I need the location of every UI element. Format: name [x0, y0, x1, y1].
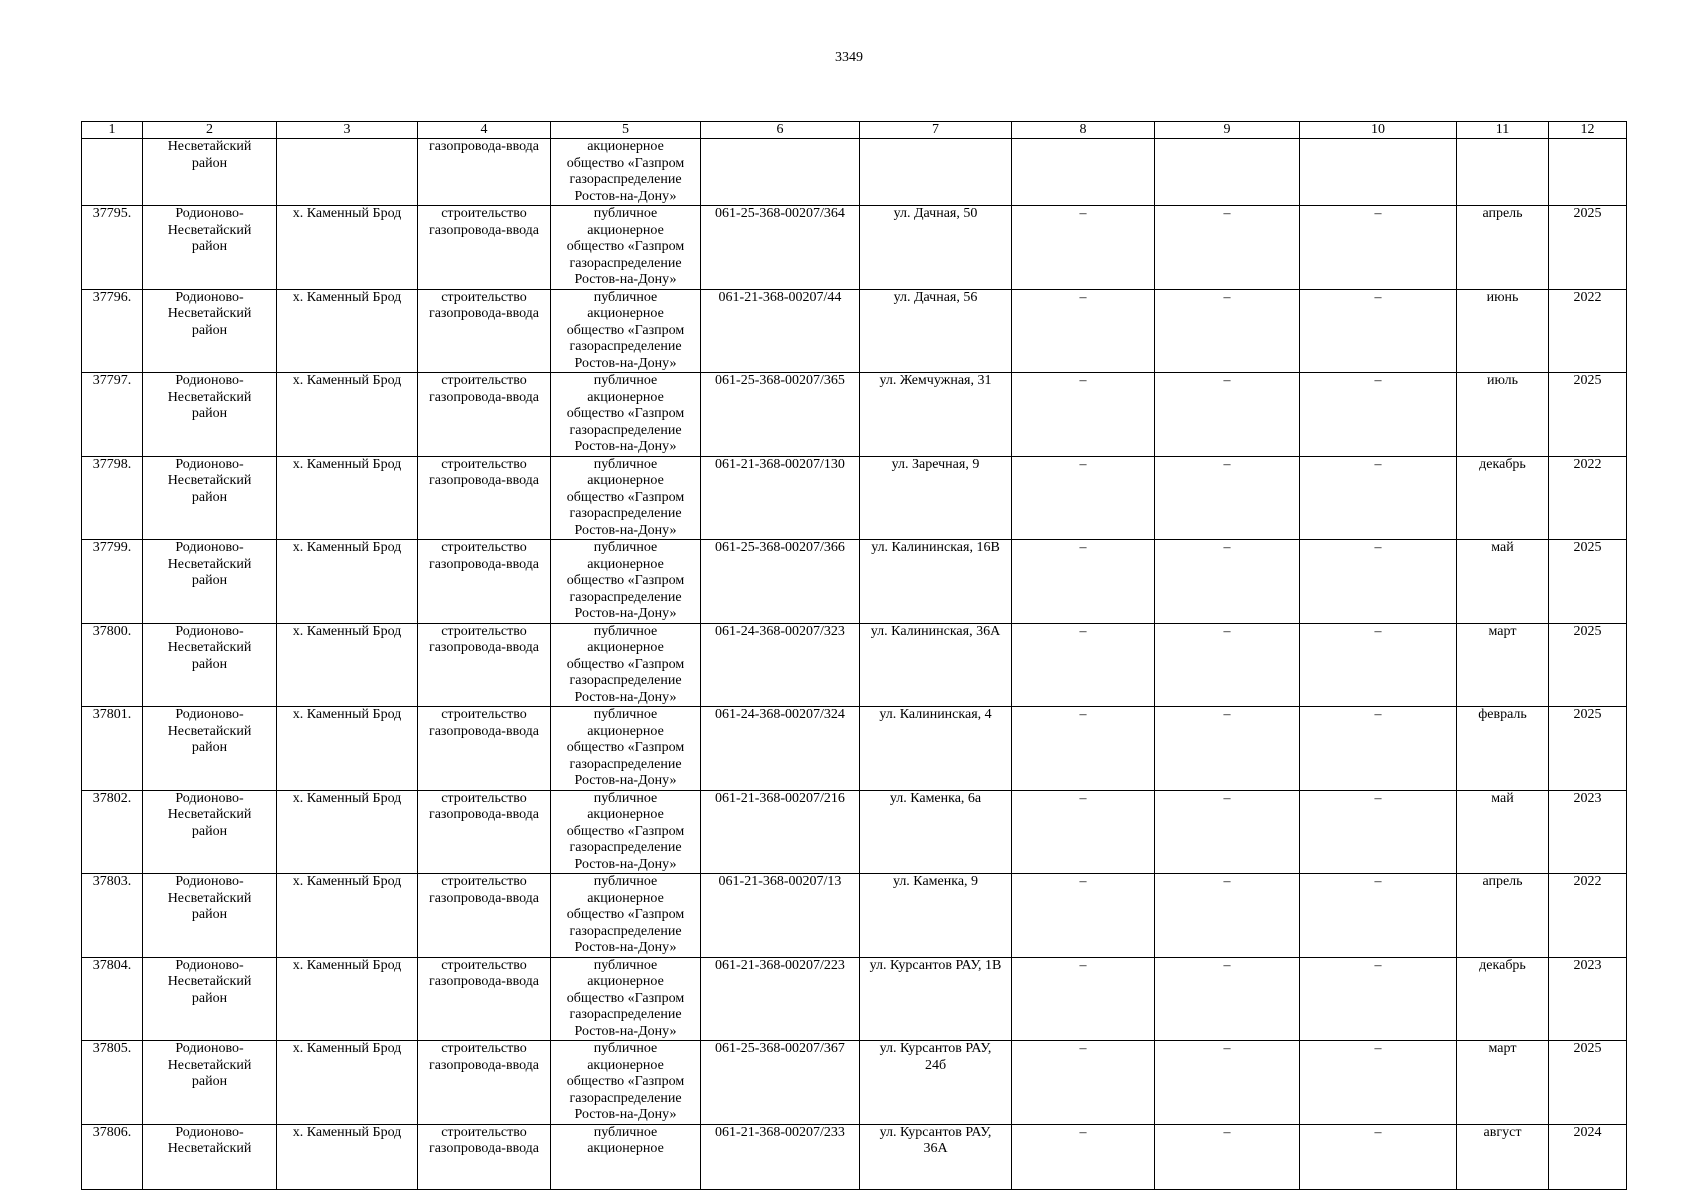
cell-district: Родионово- Несветайский район: [143, 1041, 277, 1125]
cell-c10: –: [1300, 206, 1457, 290]
cell-c9: –: [1155, 1041, 1300, 1125]
cell-owner: публичное акционерное общество «Газпром газораспределение Ростов-на-Дону»: [551, 289, 701, 373]
cell-c8: –: [1012, 874, 1155, 958]
cell-num: 37797.: [82, 373, 143, 457]
cell-district: Родионово- Несветайский район: [143, 707, 277, 791]
cell-c9: [1155, 139, 1300, 206]
cell-work: строительство газопровода-ввода: [418, 874, 551, 958]
cell-c9: –: [1155, 957, 1300, 1041]
registry-table: [81, 121, 1627, 1190]
cell-code: 061-24-368-00207/324: [701, 707, 860, 791]
cell-owner: публичное акционерное общество «Газпром газораспределение Ростов-на-Дону»: [551, 874, 701, 958]
cell-c8: –: [1012, 707, 1155, 791]
cell-c10: –: [1300, 540, 1457, 624]
cell-num: 37803.: [82, 874, 143, 958]
cell-num: 37800.: [82, 623, 143, 707]
cell-owner: публичное акционерное общество «Газпром газораспределение Ростов-на-Дону»: [551, 957, 701, 1041]
cell-num: 37798.: [82, 456, 143, 540]
cell-num: 37799.: [82, 540, 143, 624]
cell-code: 061-24-368-00207/323: [701, 623, 860, 707]
cell-work: строительство газопровода-ввода: [418, 289, 551, 373]
column-number: 7: [860, 122, 1012, 139]
cell-district: Родионово- Несветайский район: [143, 874, 277, 958]
cell-c9: –: [1155, 707, 1300, 791]
cell-work: строительство газопровода-ввода: [418, 456, 551, 540]
cell-year: 2025: [1549, 373, 1627, 457]
cell-c8: –: [1012, 373, 1155, 457]
cell-settlement: х. Каменный Брод: [277, 623, 418, 707]
cell-c8: –: [1012, 1124, 1155, 1189]
table-row: [82, 373, 1627, 457]
cell-c10: –: [1300, 957, 1457, 1041]
cell-district: Родионово- Несветайский район: [143, 790, 277, 874]
table-row: [82, 790, 1627, 874]
cell-month: июнь: [1457, 289, 1549, 373]
cell-year: 2023: [1549, 790, 1627, 874]
cell-num: 37796.: [82, 289, 143, 373]
cell-month: апрель: [1457, 874, 1549, 958]
cell-code: [701, 139, 860, 206]
cell-work: строительство газопровода-ввода: [418, 1041, 551, 1125]
column-number: 12: [1549, 122, 1627, 139]
cell-c10: –: [1300, 289, 1457, 373]
cell-num: 37804.: [82, 957, 143, 1041]
cell-c10: –: [1300, 790, 1457, 874]
cell-settlement: х. Каменный Брод: [277, 456, 418, 540]
cell-c10: –: [1300, 1041, 1457, 1125]
cell-year: [1549, 139, 1627, 206]
cell-address: [860, 139, 1012, 206]
cell-c9: –: [1155, 540, 1300, 624]
cell-c8: –: [1012, 540, 1155, 624]
cell-settlement: х. Каменный Брод: [277, 790, 418, 874]
cell-month: май: [1457, 540, 1549, 624]
cell-c8: –: [1012, 623, 1155, 707]
cell-address: ул. Калининская, 4: [860, 707, 1012, 791]
cell-address: ул. Каменка, 6а: [860, 790, 1012, 874]
column-number: 4: [418, 122, 551, 139]
cell-month: декабрь: [1457, 957, 1549, 1041]
cell-code: 061-25-368-00207/367: [701, 1041, 860, 1125]
cell-c9: –: [1155, 623, 1300, 707]
column-number-row: [82, 122, 1627, 139]
cell-code: 061-21-368-00207/233: [701, 1124, 860, 1189]
cell-c8: [1012, 139, 1155, 206]
column-number: 10: [1300, 122, 1457, 139]
cell-settlement: х. Каменный Брод: [277, 1124, 418, 1189]
cell-code: 061-21-368-00207/223: [701, 957, 860, 1041]
cell-district: Родионово- Несветайский район: [143, 206, 277, 290]
cell-settlement: х. Каменный Брод: [277, 707, 418, 791]
cell-owner: публичное акционерное общество «Газпром газораспределение Ростов-на-Дону»: [551, 206, 701, 290]
cell-month: май: [1457, 790, 1549, 874]
table-row: [82, 1041, 1627, 1125]
cell-c9: –: [1155, 456, 1300, 540]
cell-work: строительство газопровода-ввода: [418, 707, 551, 791]
cell-year: 2024: [1549, 1124, 1627, 1189]
cell-c10: –: [1300, 1124, 1457, 1189]
continuation-row: [82, 139, 1627, 206]
cell-c8: –: [1012, 957, 1155, 1041]
cell-owner: публичное акционерное общество «Газпром газораспределение Ростов-на-Дону»: [551, 1041, 701, 1125]
cell-work: строительство газопровода-ввода: [418, 540, 551, 624]
cell-address: ул. Курсантов РАУ, 36А: [860, 1124, 1012, 1189]
cell-address: ул. Заречная, 9: [860, 456, 1012, 540]
column-number: 5: [551, 122, 701, 139]
column-number: 6: [701, 122, 860, 139]
cell-work: строительство газопровода-ввода: [418, 1124, 551, 1189]
cell-address: ул. Курсантов РАУ, 1В: [860, 957, 1012, 1041]
cell-owner: публичное акционерное общество «Газпром газораспределение Ростов-на-Дону»: [551, 456, 701, 540]
table-row: [82, 623, 1627, 707]
cell-c10: –: [1300, 874, 1457, 958]
page-number: 3349: [835, 50, 863, 65]
cell-code: 061-25-368-00207/365: [701, 373, 860, 457]
cell-year: 2023: [1549, 957, 1627, 1041]
cell-month: [1457, 139, 1549, 206]
cell-work: газопровода-ввода: [418, 139, 551, 206]
cell-settlement: х. Каменный Брод: [277, 1041, 418, 1125]
table-row: [82, 707, 1627, 791]
cell-district: Несветайский район: [143, 139, 277, 206]
cell-month: март: [1457, 1041, 1549, 1125]
table-row: [82, 456, 1627, 540]
cell-address: ул. Дачная, 50: [860, 206, 1012, 290]
column-number: 2: [143, 122, 277, 139]
column-number: 1: [82, 122, 143, 139]
cell-year: 2025: [1549, 707, 1627, 791]
cell-address: ул. Калининская, 36А: [860, 623, 1012, 707]
cell-district: Родионово- Несветайский район: [143, 957, 277, 1041]
cell-c8: –: [1012, 790, 1155, 874]
cell-code: 061-21-368-00207/44: [701, 289, 860, 373]
cell-owner: публичное акционерное общество «Газпром газораспределение Ростов-на-Дону»: [551, 540, 701, 624]
cell-work: строительство газопровода-ввода: [418, 206, 551, 290]
table-row: [82, 1124, 1627, 1189]
cell-month: июль: [1457, 373, 1549, 457]
cell-c9: –: [1155, 206, 1300, 290]
cell-num: 37802.: [82, 790, 143, 874]
cell-settlement: х. Каменный Брод: [277, 540, 418, 624]
cell-district: Родионово- Несветайский район: [143, 623, 277, 707]
cell-district: Родионово- Несветайский: [143, 1124, 277, 1189]
cell-year: 2025: [1549, 540, 1627, 624]
cell-district: Родионово- Несветайский район: [143, 540, 277, 624]
table-row: [82, 957, 1627, 1041]
cell-address: ул. Каменка, 9: [860, 874, 1012, 958]
cell-code: 061-21-368-00207/13: [701, 874, 860, 958]
cell-c9: –: [1155, 790, 1300, 874]
cell-address: ул. Дачная, 56: [860, 289, 1012, 373]
cell-c9: –: [1155, 874, 1300, 958]
cell-code: 061-21-368-00207/130: [701, 456, 860, 540]
cell-work: строительство газопровода-ввода: [418, 790, 551, 874]
cell-month: август: [1457, 1124, 1549, 1189]
cell-district: Родионово- Несветайский район: [143, 289, 277, 373]
cell-num: 37805.: [82, 1041, 143, 1125]
cell-c8: –: [1012, 1041, 1155, 1125]
cell-settlement: х. Каменный Брод: [277, 957, 418, 1041]
table-row: [82, 874, 1627, 958]
cell-work: строительство газопровода-ввода: [418, 957, 551, 1041]
cell-month: февраль: [1457, 707, 1549, 791]
cell-owner: публичное акционерное общество «Газпром газораспределение Ростов-на-Дону»: [551, 623, 701, 707]
cell-num: 37806.: [82, 1124, 143, 1189]
cell-month: март: [1457, 623, 1549, 707]
cell-c9: –: [1155, 289, 1300, 373]
column-number: 11: [1457, 122, 1549, 139]
cell-code: 061-25-368-00207/366: [701, 540, 860, 624]
cell-work: строительство газопровода-ввода: [418, 623, 551, 707]
cell-owner: публичное акционерное общество «Газпром газораспределение Ростов-на-Дону»: [551, 373, 701, 457]
cell-work: строительство газопровода-ввода: [418, 373, 551, 457]
table-row: [82, 206, 1627, 290]
cell-c8: –: [1012, 206, 1155, 290]
cell-owner: публичное акционерное общество «Газпром газораспределение Ростов-на-Дону»: [551, 707, 701, 791]
column-number: 9: [1155, 122, 1300, 139]
cell-num: 37795.: [82, 206, 143, 290]
cell-owner: публичное акционерное общество «Газпром газораспределение Ростов-на-Дону»: [551, 790, 701, 874]
table-row: [82, 540, 1627, 624]
cell-address: ул. Калининская, 16В: [860, 540, 1012, 624]
cell-settlement: х. Каменный Брод: [277, 206, 418, 290]
cell-settlement: х. Каменный Брод: [277, 874, 418, 958]
cell-settlement: х. Каменный Брод: [277, 289, 418, 373]
cell-address: ул. Курсантов РАУ, 24б: [860, 1041, 1012, 1125]
cell-code: 061-25-368-00207/364: [701, 206, 860, 290]
cell-address: ул. Жемчужная, 31: [860, 373, 1012, 457]
cell-year: 2022: [1549, 874, 1627, 958]
column-number: 3: [277, 122, 418, 139]
cell-c10: –: [1300, 623, 1457, 707]
cell-year: 2025: [1549, 206, 1627, 290]
cell-district: Родионово- Несветайский район: [143, 373, 277, 457]
cell-num: [82, 139, 143, 206]
cell-year: 2025: [1549, 1041, 1627, 1125]
cell-c8: –: [1012, 289, 1155, 373]
cell-code: 061-21-368-00207/216: [701, 790, 860, 874]
cell-settlement: х. Каменный Брод: [277, 373, 418, 457]
cell-c10: –: [1300, 456, 1457, 540]
cell-month: апрель: [1457, 206, 1549, 290]
column-number: 8: [1012, 122, 1155, 139]
cell-c10: [1300, 139, 1457, 206]
cell-owner: публичное акционерное: [551, 1124, 701, 1189]
cell-c9: –: [1155, 1124, 1300, 1189]
cell-c10: –: [1300, 707, 1457, 791]
cell-settlement: [277, 139, 418, 206]
cell-c10: –: [1300, 373, 1457, 457]
cell-month: декабрь: [1457, 456, 1549, 540]
cell-owner: акционерное общество «Газпром газораспределение Ростов-на-Дону»: [551, 139, 701, 206]
cell-c9: –: [1155, 373, 1300, 457]
cell-district: Родионово- Несветайский район: [143, 456, 277, 540]
table-row: [82, 289, 1627, 373]
cell-year: 2025: [1549, 623, 1627, 707]
cell-num: 37801.: [82, 707, 143, 791]
cell-c8: –: [1012, 456, 1155, 540]
cell-year: 2022: [1549, 289, 1627, 373]
cell-year: 2022: [1549, 456, 1627, 540]
